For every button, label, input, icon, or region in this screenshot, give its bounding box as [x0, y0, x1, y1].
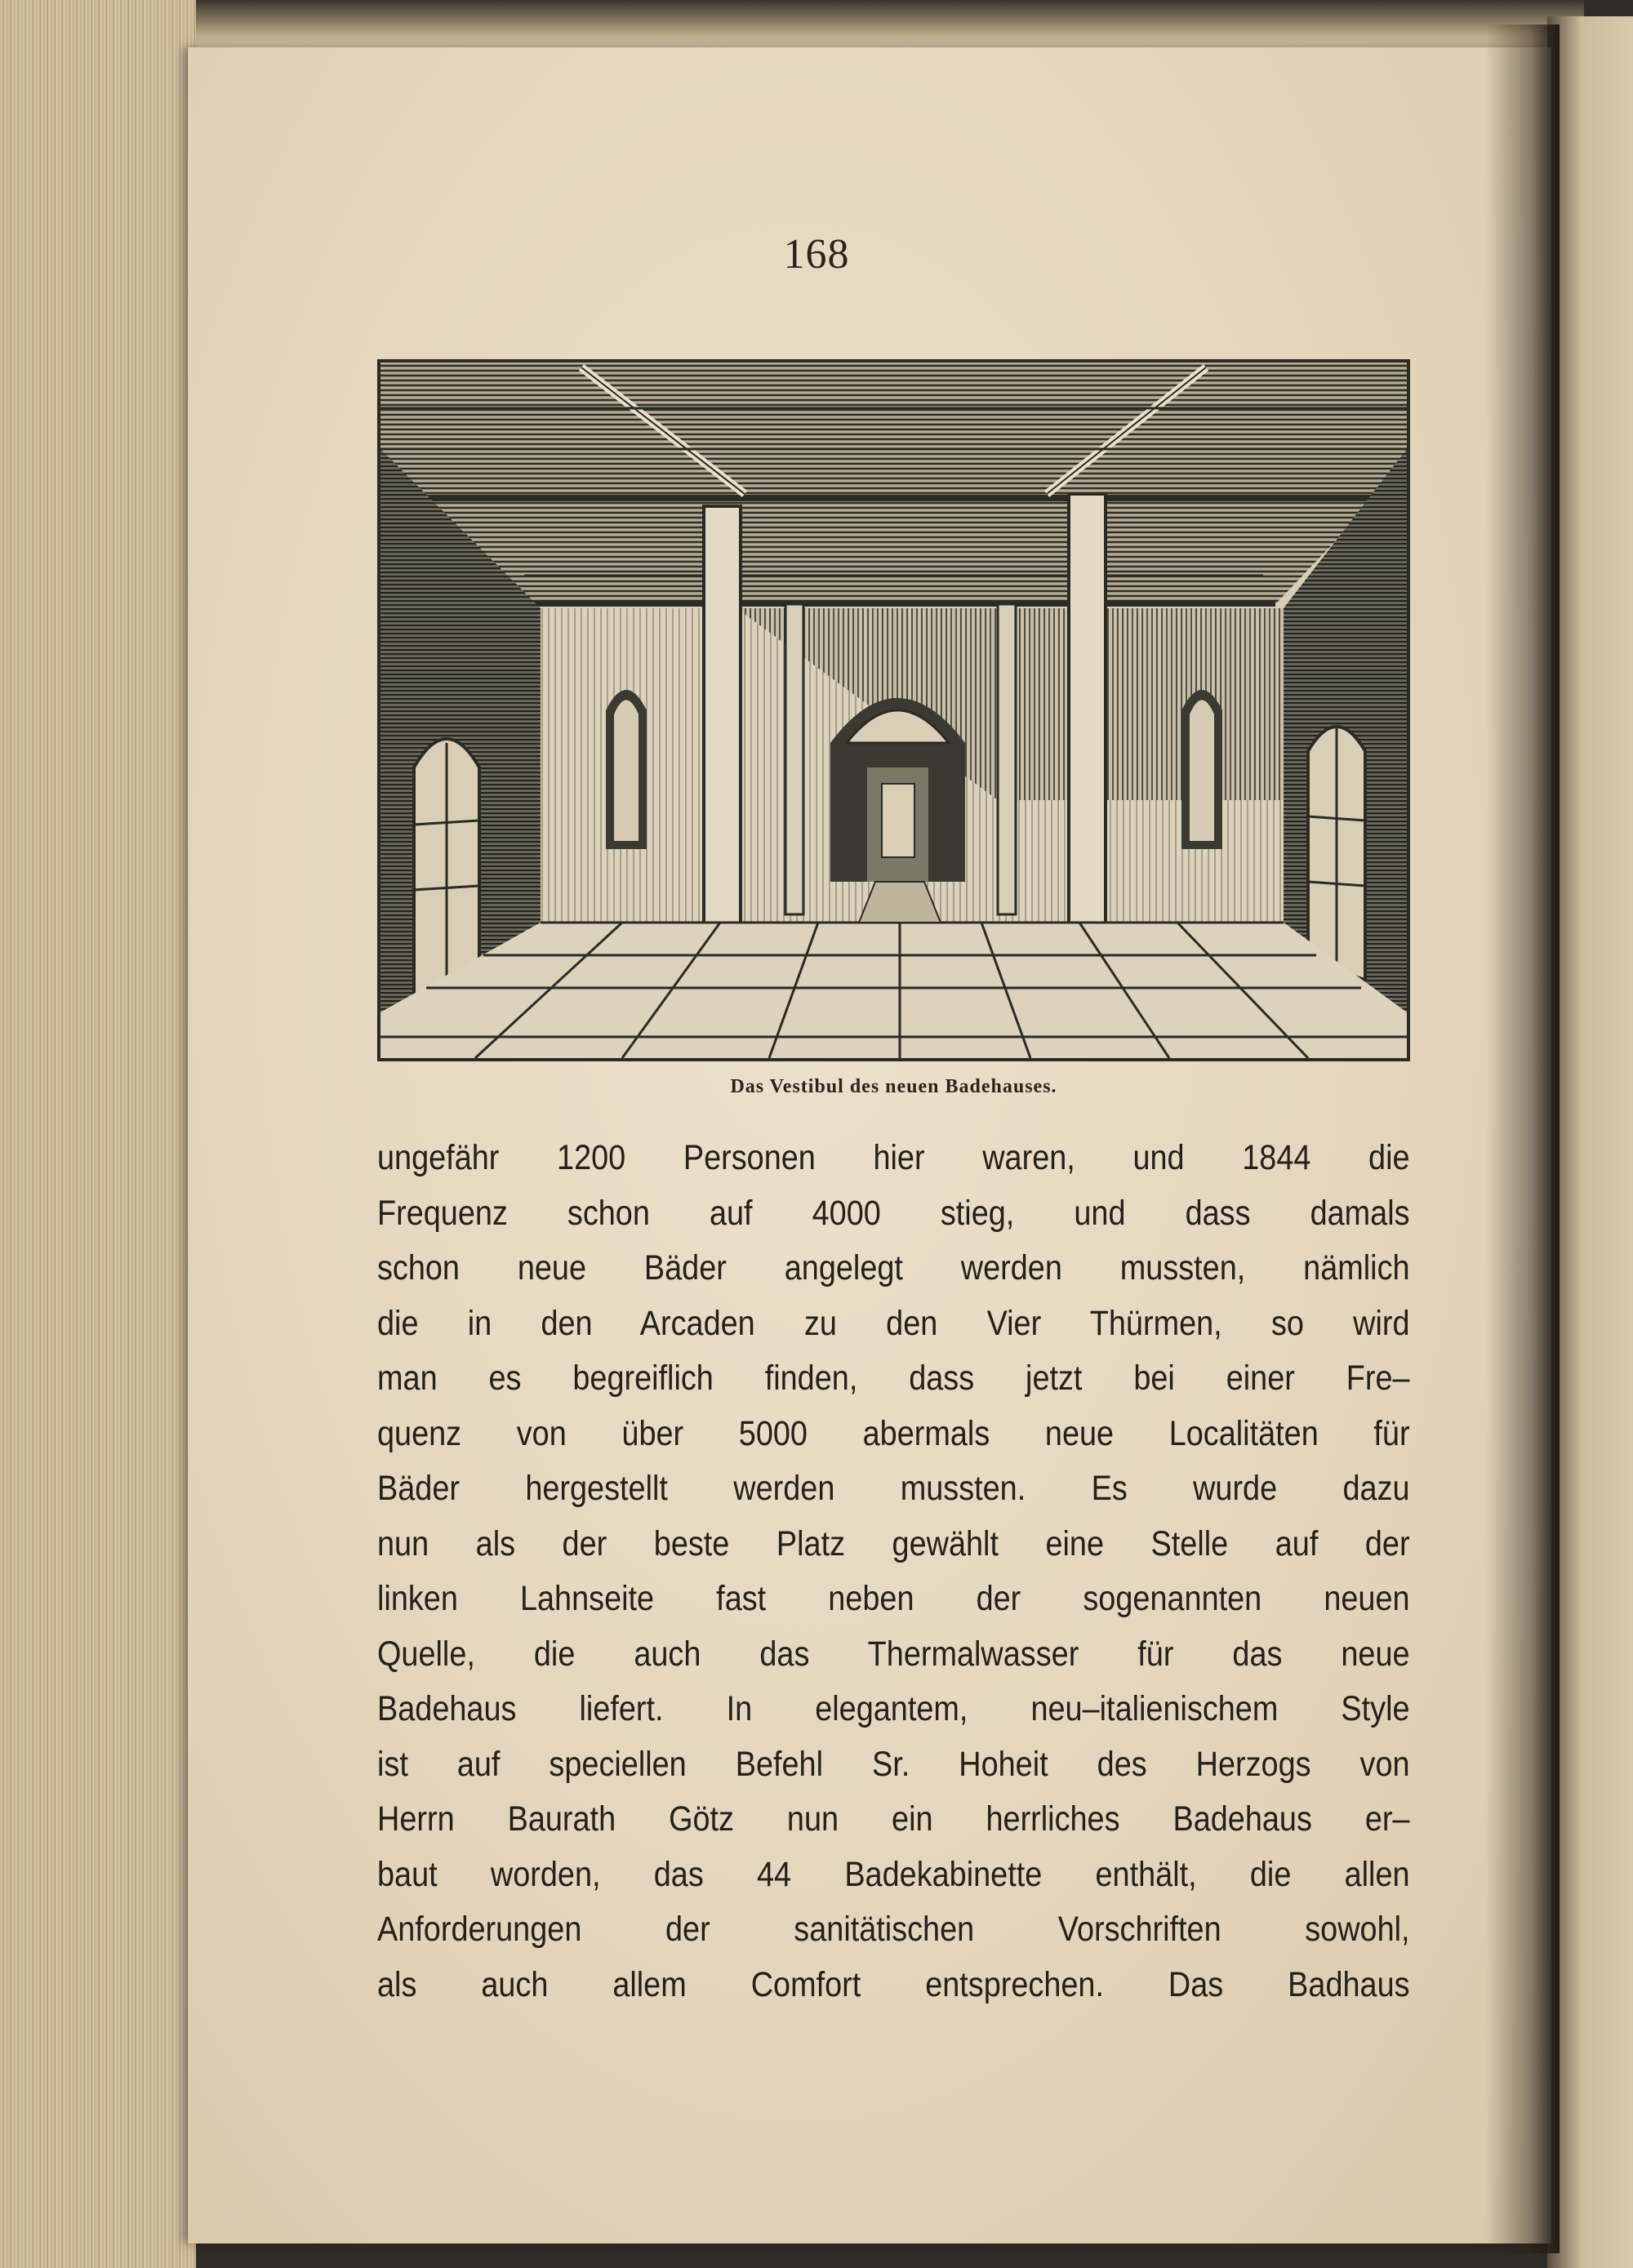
text-line: Bäder hergestellt werden mussten. Es wurde dazu — [377, 1469, 1410, 1508]
text-line: linken Lahnseite fast neben der sogenannten neuen — [377, 1579, 1410, 1618]
figure-caption: Das Vestibul des neuen Badehauses. — [730, 1076, 1057, 1097]
text-line: baut worden, das 44 Badekabinette enthält, die allen — [377, 1854, 1410, 1894]
text-line: Frequenz schon auf 4000 stieg, und dass damals — [377, 1193, 1410, 1233]
page-number: 168 — [783, 231, 850, 278]
text-line: nun als der beste Platz gewählt eine Stelle auf der — [377, 1523, 1410, 1563]
text-line: quenz von über 5000 abermals neue Localitäten für — [377, 1413, 1410, 1453]
book-top-edge — [33, 0, 1584, 49]
spine-shadow — [1486, 24, 1560, 2253]
facing-page-edge — [1547, 16, 1633, 2268]
text-line: man es begreiflich finden, dass jetzt bei einer Fre– — [377, 1359, 1410, 1398]
text-line: ist auf speciellen Befehl Sr. Hoheit des Herzogs von — [377, 1744, 1410, 1784]
page-stack-edge — [0, 0, 196, 2268]
text-line: die in den Arcaden zu den Vier Thürmen, so wird — [377, 1303, 1410, 1343]
text-line: ungefähr 1200 Personen hier waren, und 1844 die — [377, 1138, 1410, 1177]
text-line: Anforderungen der sanitätischen Vorschriften sowohl, — [377, 1910, 1410, 1949]
text-line: Badehaus liefert. In elegantem, neu–italienischem Style — [377, 1689, 1410, 1728]
text-line: Herrn Baurath Götz nun ein herrliches Badehaus er– — [377, 1799, 1410, 1839]
engraving-vestibule — [377, 359, 1410, 1061]
body-text — [377, 1131, 1410, 2012]
text-line: Quelle, die auch das Thermalwasser für das neue — [377, 1634, 1410, 1674]
text-line: schon neue Bäder angelegt werden mussten, nämlich — [377, 1248, 1410, 1287]
text-line: als auch allem Comfort entsprechen. Das Badhaus — [377, 1964, 1410, 2004]
